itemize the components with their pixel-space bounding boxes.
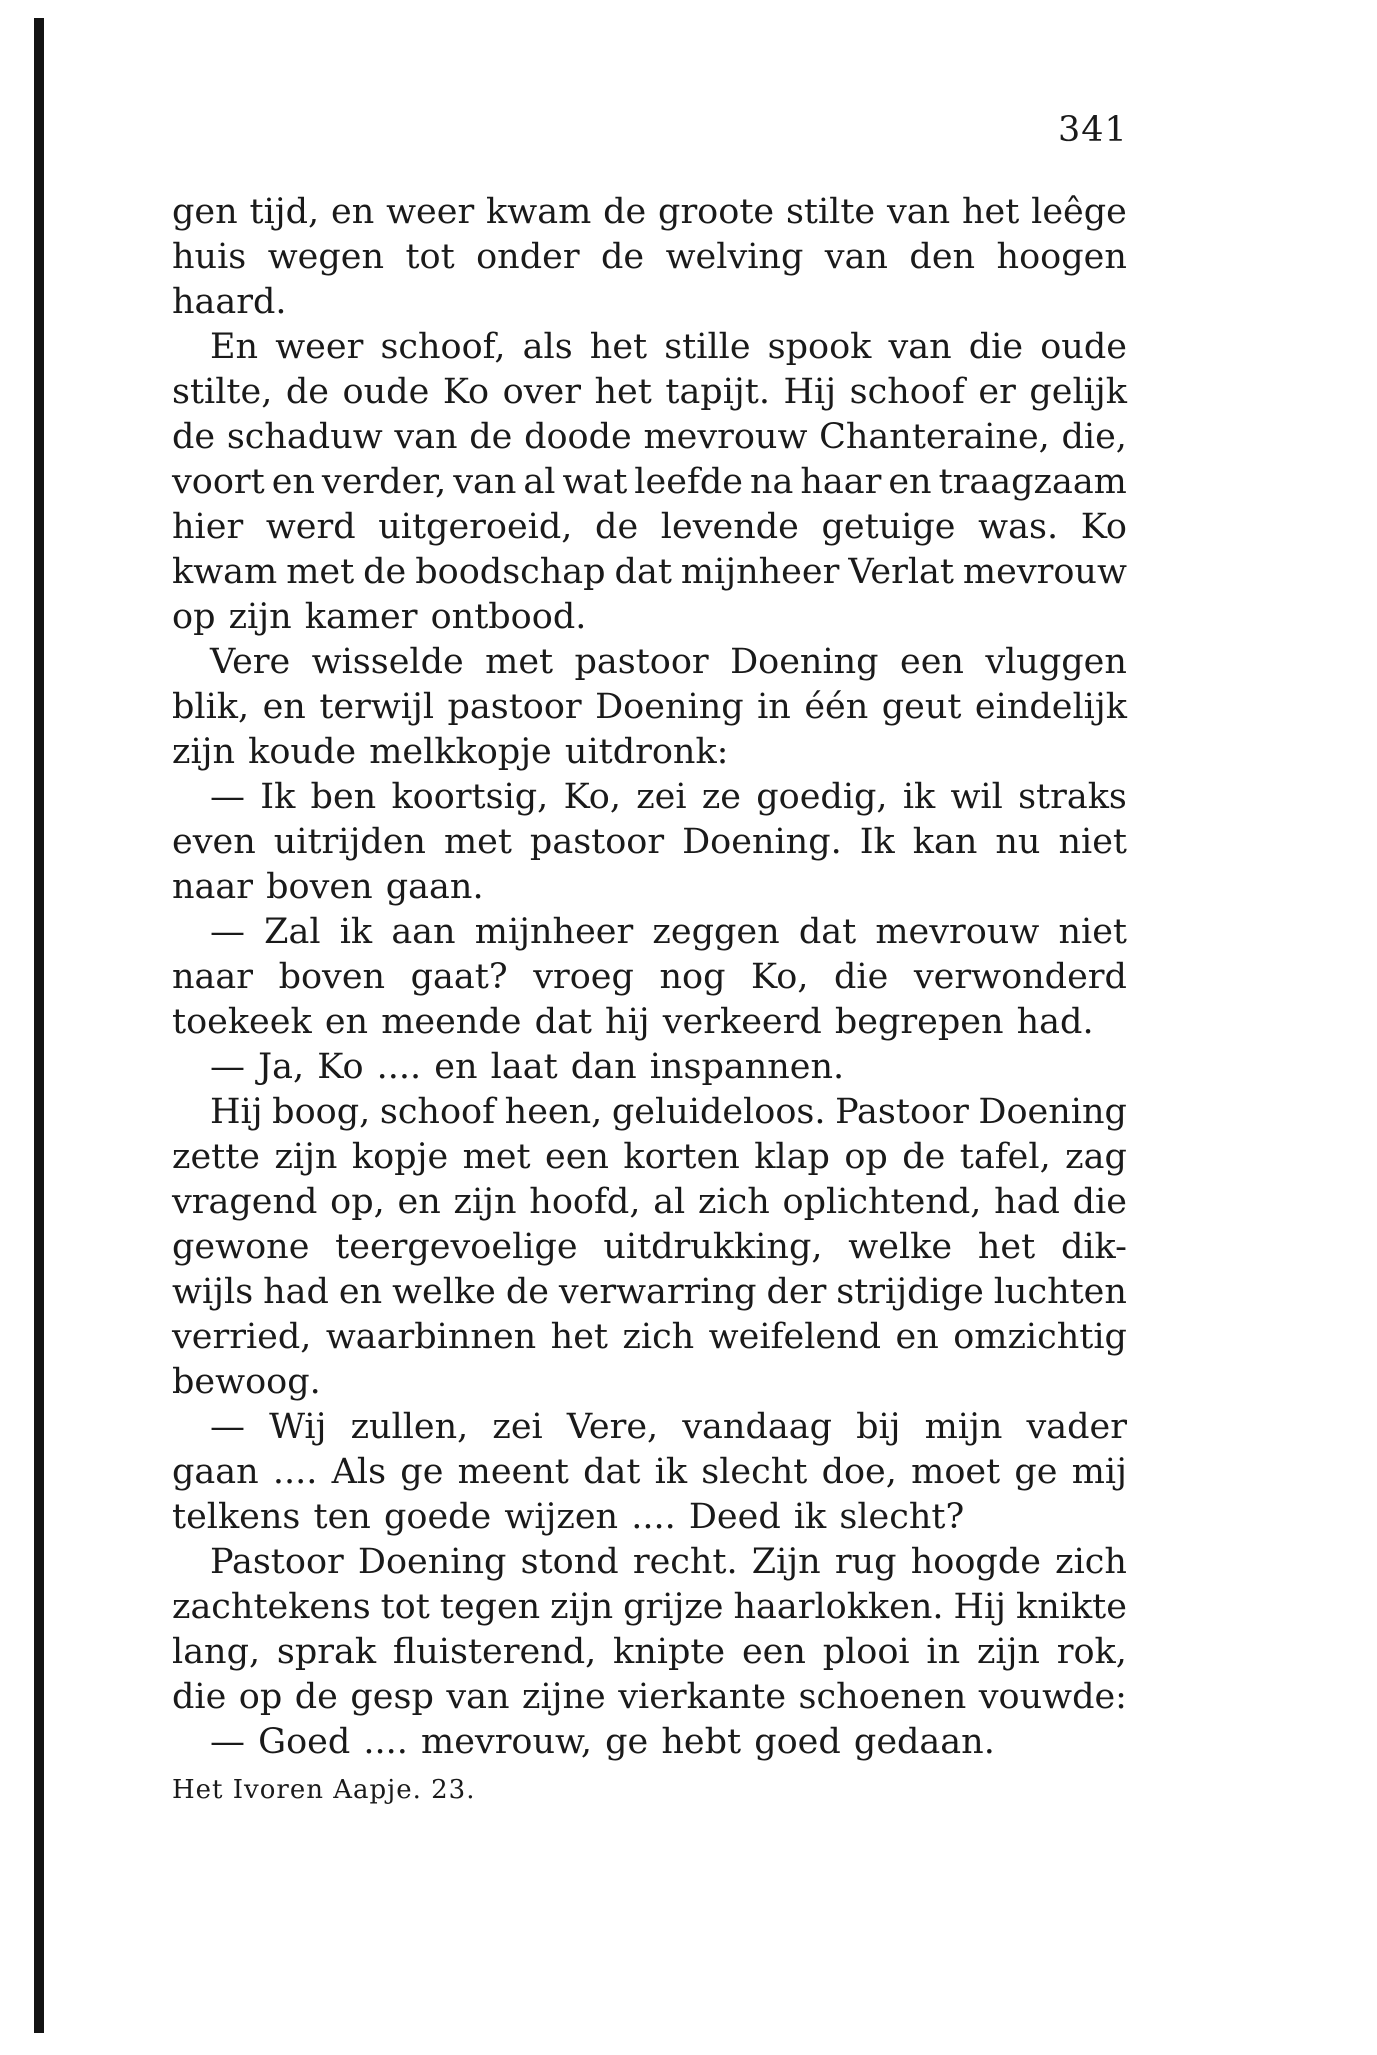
text-line-10: op zijn kamer ontbood.: [172, 597, 587, 637]
text-line-13: zijn koude melkkopje uitdronk:: [172, 732, 729, 772]
text-line-17: — Zal ik aan mijnheer zeggen dat mevrouw niet: [210, 912, 1127, 952]
text-line-9: kwam met de boodschap dat mijnheer Verlat mevrouw: [172, 552, 1127, 592]
text-line-29: gaan .... Als ge meent dat ik slecht doe, moet ge mij: [172, 1452, 1127, 1492]
text-line-1: gen tijd, en weer kwam de groote stilte van het leêge: [172, 192, 1127, 232]
text-line-16: naar boven gaan.: [172, 867, 484, 907]
text-line-8: hier werd uitgeroeid, de levende getuige was. Ko: [172, 507, 1127, 547]
text-line-33: lang, sprak fluisterend, knipte een plooi in zijn rok,: [172, 1632, 1127, 1672]
text-line-25: wijls had en welke de verwarring der strijdige luchten: [172, 1272, 1127, 1312]
page-number: 341: [1058, 110, 1128, 150]
text-line-28: — Wij zullen, zei Vere, vandaag bij mijn vader: [210, 1407, 1127, 1447]
text-line-11: Vere wisselde met pastoor Doening een vluggen: [210, 642, 1127, 682]
text-line-27: bewoog.: [172, 1362, 321, 1402]
text-line-14: — Ik ben koortsig, Ko, zei ze goedig, ik wil straks: [210, 777, 1127, 817]
text-line-26: verried, waarbinnen het zich weifelend en omzichtig: [172, 1317, 1127, 1357]
text-line-6: de schaduw van de doode mevrouw Chanteraine, die,: [172, 417, 1127, 457]
text-line-3: haard.: [172, 282, 287, 322]
text-line-35: — Goed .... mevrouw, ge hebt goed gedaan.: [210, 1722, 995, 1762]
text-line-4: En weer schoof, als het stille spook van die oude: [210, 327, 1127, 367]
text-line-18: naar boven gaat? vroeg nog Ko, die verwonderd: [172, 957, 1127, 997]
text-line-24: gewone teergevoelige uitdrukking, welke het dik-: [172, 1227, 1127, 1267]
text-line-21: Hij boog, schoof heen, geluideloos. Pastoor Doening: [210, 1092, 1127, 1132]
text-line-19: toekeek en meende dat hij verkeerd begrepen had.: [172, 1002, 1094, 1042]
text-line-5: stilte, de oude Ko over het tapijt. Hij schoof er gelijk: [172, 372, 1127, 412]
book-spine-edge: [34, 18, 44, 2033]
text-line-20: — Ja, Ko .... en laat dan inspannen.: [210, 1047, 845, 1087]
text-line-2: huis wegen tot onder de welving van den hoogen: [172, 237, 1127, 277]
text-line-31: Pastoor Doening stond recht. Zijn rug hoogde zich: [210, 1542, 1127, 1582]
signature-mark: Het Ivoren Aapje. 23.: [172, 1775, 476, 1805]
text-line-30: telkens ten goede wijzen .... Deed ik slecht?: [172, 1497, 965, 1537]
text-line-32: zachtekens tot tegen zijn grijze haarlokken. Hij knikte: [172, 1587, 1127, 1627]
text-line-34: die op de gesp van zijne vierkante schoenen vouwde:: [172, 1677, 1127, 1717]
body-text: [172, 190, 1127, 1765]
text-line-15: even uitrijden met pastoor Doening. Ik kan nu niet: [172, 822, 1127, 862]
text-line-12: blik, en terwijl pastoor Doening in één geut eindelijk: [172, 687, 1127, 727]
text-line-23: vragend op, en zijn hoofd, al zich oplichtend, had die: [172, 1182, 1127, 1222]
text-line-7: voort en verder, van al wat leefde na haar en traagzaam: [172, 462, 1127, 502]
text-line-22: zette zijn kopje met een korten klap op de tafel, zag: [172, 1137, 1127, 1177]
